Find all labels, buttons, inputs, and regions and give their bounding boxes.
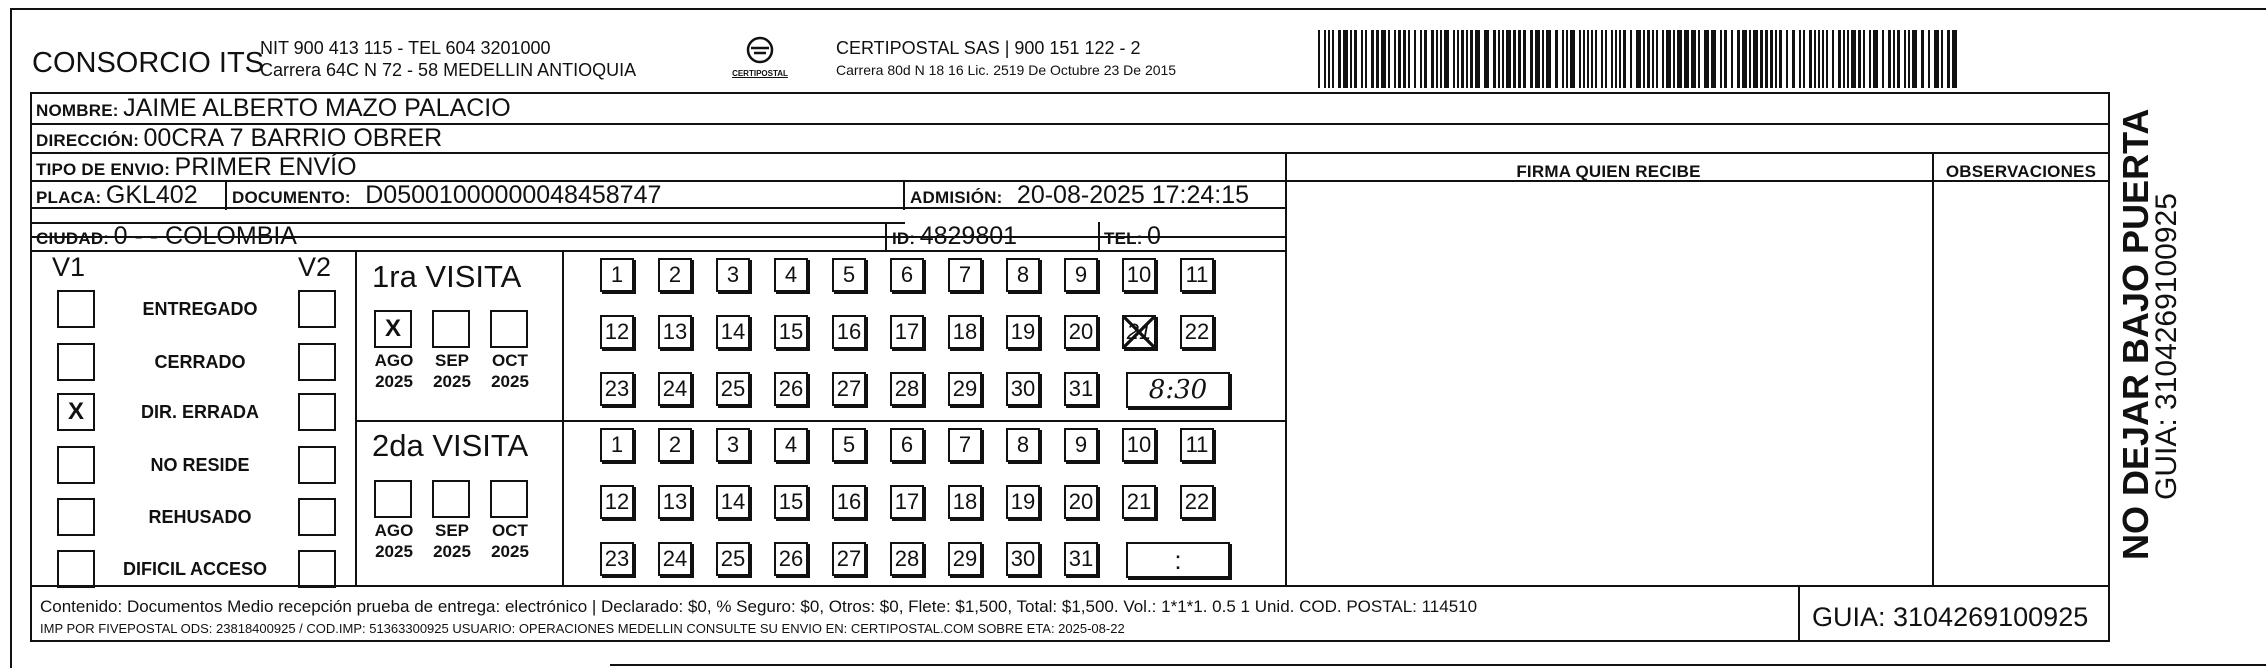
company-line-1: NIT 900 413 115 - TEL 604 3201000	[260, 38, 551, 58]
day-box[interactable]: 30	[1006, 372, 1040, 406]
carrier-line-1: CERTIPOSTAL SAS | 900 151 122 - 2	[836, 38, 1141, 58]
day-box[interactable]: 22	[1180, 485, 1214, 519]
barcode-bar	[1562, 30, 1564, 88]
admision-row	[910, 181, 1249, 210]
barcode-bar	[1928, 30, 1930, 88]
day-box[interactable]: 26	[774, 372, 808, 406]
barcode-bar	[1711, 30, 1716, 88]
month-year: 2025	[375, 542, 413, 561]
month-label	[424, 350, 480, 392]
barcode-bar	[1792, 30, 1795, 88]
tel-value: 0	[1147, 222, 1161, 250]
month-year: 2025	[433, 372, 471, 391]
barcode-bar	[1611, 30, 1613, 88]
day-box[interactable]: 6	[890, 258, 924, 292]
barcode-bar	[1770, 30, 1773, 88]
tel-label: TEL:	[1104, 229, 1143, 248]
admision-value: 20-08-2025 17:24:15	[1016, 181, 1250, 209]
day-box[interactable]: 3	[716, 428, 750, 462]
first-visit-title: 1ra VISITA	[372, 259, 522, 294]
day-box[interactable]: 20	[1064, 485, 1098, 519]
month-checkbox[interactable]: X	[374, 310, 412, 348]
day-box[interactable]: 16	[832, 485, 866, 519]
status-v2-checkbox[interactable]	[298, 446, 336, 484]
day-box[interactable]: 25	[716, 542, 750, 576]
day-box[interactable]: 29	[948, 542, 982, 576]
barcode-bar	[1826, 30, 1828, 88]
barcode-bar	[1338, 30, 1341, 88]
barcode-bar	[1535, 30, 1540, 88]
ciudad-label: CIUDAD:	[36, 229, 110, 248]
barcode-bar	[1843, 30, 1845, 88]
signature-area[interactable]	[1287, 182, 1931, 582]
barcode-bar	[1615, 30, 1617, 88]
month-year: 2025	[491, 542, 529, 561]
barcode-bar	[1775, 30, 1777, 88]
status-v1-checkbox[interactable]	[57, 343, 95, 381]
day-box[interactable]: 12	[600, 315, 634, 349]
barcode-bar	[1652, 30, 1654, 88]
barcode-bar	[1809, 30, 1812, 88]
barcode-bar	[1847, 30, 1849, 88]
barcode-bar	[1684, 30, 1689, 88]
direccion-value: 00CRA 7 BARRIO OBRER	[143, 124, 443, 152]
day-box[interactable]: 1	[600, 428, 634, 462]
time-box[interactable]: 8:30	[1126, 372, 1230, 408]
barcode-bar	[1591, 30, 1593, 88]
month-name: OCT	[492, 351, 528, 370]
barcode-bar	[1506, 30, 1511, 88]
barcode-bar	[1350, 30, 1352, 88]
placa-row	[36, 181, 198, 210]
documento-label: DOCUMENTO:	[232, 188, 351, 207]
day-box[interactable]: 14	[716, 485, 750, 519]
month-label	[482, 520, 538, 562]
day-box[interactable]: 22	[1180, 315, 1214, 349]
day-box[interactable]: 19	[1006, 315, 1040, 349]
day-box[interactable]: 4	[774, 428, 808, 462]
day-box[interactable]: 13	[658, 315, 692, 349]
tel-row	[1104, 222, 1161, 251]
barcode-bar	[1882, 30, 1884, 88]
barcode-bar	[1749, 30, 1751, 88]
ciudad-row	[36, 222, 297, 251]
barcode-bar	[1470, 30, 1473, 88]
top-border	[10, 8, 2266, 10]
barcode-bar	[1394, 30, 1396, 88]
day-box[interactable]: 12	[600, 485, 634, 519]
direccion-row	[36, 124, 442, 153]
day-box[interactable]: 15	[774, 315, 808, 349]
v2-label: V2	[298, 252, 332, 282]
barcode-bar	[1851, 30, 1856, 88]
company-name: CONSORCIO ITS	[32, 47, 265, 79]
barcode-bar	[1523, 30, 1526, 88]
barcode-bar	[1431, 30, 1434, 88]
day-box[interactable]: 10	[1122, 428, 1156, 462]
barcode-bar	[1643, 30, 1645, 88]
tipo-envio-label: TIPO DE ENVIO:	[36, 160, 171, 179]
day-box[interactable]: 26	[774, 542, 808, 576]
day-box[interactable]: 7	[948, 258, 982, 292]
barcode-bar	[1414, 30, 1416, 88]
day-box[interactable]: 19	[1006, 485, 1040, 519]
day-box[interactable]: 17	[890, 485, 924, 519]
status-v2-checkbox[interactable]	[298, 290, 336, 328]
barcode-bar	[1436, 30, 1438, 88]
barcode-bar	[1647, 30, 1650, 88]
placa-label: PLACA:	[36, 188, 102, 207]
barcode-bar	[1398, 30, 1401, 88]
barcode-bar	[1803, 30, 1805, 88]
barcode-bar	[1818, 30, 1820, 88]
month-name: AGO	[374, 351, 414, 370]
barcode-bar	[1365, 30, 1367, 88]
nombre-label: NOMBRE:	[36, 101, 119, 120]
certipostal-logo	[730, 36, 790, 86]
barcode-bar	[1513, 30, 1516, 88]
barcode-bar	[1863, 30, 1865, 88]
barcode-bar	[1666, 30, 1671, 88]
barcode-bar	[1595, 30, 1597, 88]
barcode-bar	[1691, 30, 1696, 88]
barcode-bar	[1720, 30, 1722, 88]
barcode-bar	[1760, 30, 1763, 88]
barcode-bar	[1555, 30, 1558, 88]
month-year: 2025	[375, 372, 413, 391]
barcode-bar	[1786, 30, 1788, 88]
month-label	[366, 350, 422, 392]
barcode-bar	[1354, 30, 1357, 88]
barcode-bar	[1457, 30, 1459, 88]
status-v2-checkbox[interactable]	[298, 498, 336, 536]
barcode-bar	[1897, 30, 1900, 88]
documento-value: D05001000000048458747	[365, 181, 662, 209]
bottom-border	[610, 664, 2266, 666]
day-box[interactable]: 9	[1064, 258, 1098, 292]
documento-row	[232, 181, 661, 210]
month-label	[482, 350, 538, 392]
day-box[interactable]: 18	[948, 315, 982, 349]
month-label	[424, 520, 480, 562]
side-guia: GUIA: 3104269100925	[2150, 193, 2183, 500]
barcode-bar	[1343, 30, 1348, 88]
barcode-bar	[1324, 30, 1326, 88]
barcode-bar	[1453, 30, 1455, 88]
day-box[interactable]: 31	[1064, 542, 1098, 576]
v1-label: V1	[52, 252, 86, 282]
day-box[interactable]: 17	[890, 315, 924, 349]
id-row	[892, 222, 1017, 251]
day-box[interactable]: 18	[948, 485, 982, 519]
status-v1-checkbox[interactable]	[57, 550, 95, 588]
day-box[interactable]: 23	[600, 372, 634, 406]
barcode-bar	[1698, 30, 1700, 88]
barcode-bar	[1779, 30, 1782, 88]
status-label: REHUSADO	[148, 507, 252, 527]
barcode-bar	[1475, 30, 1480, 88]
barcode-bar	[1498, 30, 1500, 88]
barcode-bar	[1869, 30, 1871, 88]
logo-text: CERTIPOSTAL	[732, 69, 788, 78]
barcode-bar	[1466, 30, 1468, 88]
barcode-bar	[1484, 30, 1489, 88]
barcode-bar	[1583, 30, 1585, 88]
barcode-bar	[1408, 30, 1410, 88]
barcode-bar	[1832, 30, 1834, 88]
barcode-bar	[1388, 30, 1390, 88]
barcode	[1318, 30, 1958, 88]
barcode-bar	[1587, 30, 1589, 88]
firma-label: FIRMA QUIEN RECIBE	[1516, 162, 1701, 181]
barcode-bar	[1765, 30, 1768, 88]
barcode-bar	[1737, 30, 1740, 88]
nombre-value: JAIME ALBERTO MAZO PALACIO	[123, 94, 511, 122]
barcode-bar	[1799, 30, 1801, 88]
day-box[interactable]: 28	[890, 372, 924, 406]
barcode-bar	[1704, 30, 1709, 88]
footer-guia: GUIA: 3104269100925	[1812, 602, 2089, 632]
barcode-bar	[1546, 30, 1551, 88]
barcode-bar	[1656, 30, 1658, 88]
day-box[interactable]: 11	[1180, 258, 1214, 292]
barcode-bar	[1376, 30, 1379, 88]
barcode-bar	[1420, 30, 1422, 88]
tipo-envio-value: PRIMER ENVÍO	[174, 153, 357, 181]
day-box[interactable]: 1	[600, 258, 634, 292]
barcode-bar	[1605, 30, 1607, 88]
barcode-bar	[1814, 30, 1816, 88]
barcode-bar	[1630, 30, 1632, 88]
side-notice: NO DEJAR BAJO PUERTA	[2115, 108, 2156, 560]
barcode-bar	[1724, 30, 1727, 88]
month-name: AGO	[374, 521, 414, 540]
month-checkbox[interactable]	[432, 480, 470, 518]
status-label: DIFICIL ACCESO	[122, 559, 267, 579]
status-v2-checkbox[interactable]	[298, 393, 336, 431]
barcode-bar	[1361, 30, 1363, 88]
day-box[interactable]: 21	[1122, 485, 1156, 519]
second-visit-title: 2da VISITA	[372, 428, 529, 463]
month-name: SEP	[434, 521, 470, 540]
day-box[interactable]: 5	[832, 428, 866, 462]
barcode-bar	[1742, 30, 1747, 88]
day-box[interactable]: 2	[658, 258, 692, 292]
day-box[interactable]: 24	[658, 372, 692, 406]
status-label: ENTREGADO	[142, 299, 258, 319]
day-box[interactable]: 8	[1006, 258, 1040, 292]
barcode-bar	[1677, 30, 1682, 88]
day-box[interactable]: 3	[716, 258, 750, 292]
barcode-bar	[1381, 30, 1386, 88]
id-value: 4829801	[919, 222, 1018, 250]
tipo-envio-row	[36, 153, 357, 182]
observaciones-label: OBSERVACIONES	[1945, 162, 2097, 181]
placa-value: GKL402	[105, 181, 198, 209]
status-label: NO RESIDE	[150, 455, 250, 475]
day-box[interactable]: 14	[716, 315, 750, 349]
id-label: ID:	[892, 229, 916, 248]
status-v1-checkbox[interactable]	[57, 446, 95, 484]
barcode-bar	[1424, 30, 1427, 88]
company-line-2: Carrera 64C N 72 - 58 MEDELLIN ANTIOQUIA	[260, 60, 637, 80]
barcode-bar	[1838, 30, 1841, 88]
barcode-bar	[1888, 30, 1891, 88]
day-box[interactable]: 15	[774, 485, 808, 519]
day-box[interactable]: 11	[1180, 428, 1214, 462]
barcode-bar	[1461, 30, 1464, 88]
barcode-bar	[1947, 30, 1950, 88]
month-year: 2025	[491, 372, 529, 391]
left-border	[10, 8, 12, 668]
barcode-bar	[1518, 30, 1521, 88]
barcode-bar	[1636, 30, 1641, 88]
barcode-bar	[1941, 30, 1943, 88]
day-box[interactable]: 30	[1006, 542, 1040, 576]
status-v1-checkbox[interactable]: X	[57, 393, 95, 431]
month-checkbox[interactable]	[490, 480, 528, 518]
barcode-bar	[1619, 30, 1621, 88]
barcode-bar	[1673, 30, 1675, 88]
barcode-bar	[1579, 30, 1581, 88]
day-box[interactable]: 8	[1006, 428, 1040, 462]
barcode-bar	[1822, 30, 1824, 88]
ciudad-value: 0 - - COLOMBIA	[113, 222, 297, 250]
barcode-bar	[1623, 30, 1626, 88]
barcode-bar	[1873, 30, 1878, 88]
barcode-bar	[1493, 30, 1496, 88]
barcode-bar	[1921, 30, 1924, 88]
barcode-bar	[1908, 30, 1910, 88]
nombre-row	[36, 94, 511, 123]
barcode-bar	[1502, 30, 1504, 88]
barcode-bar	[1912, 30, 1917, 88]
day-box[interactable]: 27	[832, 542, 866, 576]
day-box[interactable]: 4	[774, 258, 808, 292]
day-box[interactable]: 20	[1064, 315, 1098, 349]
day-box[interactable]: 29	[948, 372, 982, 406]
footer-contenido: Contenido: Documentos Medio recepción prueba de entrega: electrónico | Declarado: $0, % Seguro: $0, Otros: $0, Flete: $1,500, Total: $1,500. Vol.: 1*1*1. 0.5 1 Unid. COD. POSTAL: 114510	[40, 597, 1478, 616]
day-box[interactable]: 16	[832, 315, 866, 349]
barcode-bar	[1601, 30, 1603, 88]
day-box[interactable]: 10	[1122, 258, 1156, 292]
barcode-bar	[1318, 30, 1320, 88]
barcode-bar	[1893, 30, 1895, 88]
status-v1-checkbox[interactable]	[57, 290, 95, 328]
barcode-bar	[1566, 30, 1568, 88]
barcode-bar	[1542, 30, 1544, 88]
footer-imp: IMP POR FIVEPOSTAL ODS: 23818400925 / COD.IMP: 51363300925 USUARIO: OPERACIONES MEDELLIN CONSULTE SU ENVIO EN: CERTIPOSTAL.COM SOBRE ETA: 2025-08-22	[40, 621, 1125, 636]
barcode-bar	[1371, 30, 1374, 88]
day-box[interactable]: 6	[890, 428, 924, 462]
barcode-bar	[1440, 30, 1442, 88]
day-box[interactable]: 2	[658, 428, 692, 462]
barcode-bar	[1662, 30, 1664, 88]
status-label: DIR. ERRADA	[140, 402, 259, 422]
month-name: SEP	[434, 351, 470, 370]
status-label: CERRADO	[154, 352, 246, 372]
day-box[interactable]: 21	[1122, 315, 1156, 349]
barcode-bar	[1731, 30, 1733, 88]
month-checkbox[interactable]	[490, 310, 528, 348]
barcode-bar	[1904, 30, 1906, 88]
carrier-line-2: Carrera 80d N 18 16 Lic. 2519 De Octubre 23 De 2015	[836, 62, 1177, 78]
barcode-bar	[1328, 30, 1330, 88]
day-box[interactable]: 23	[600, 542, 634, 576]
day-box[interactable]: 9	[1064, 428, 1098, 462]
barcode-bar	[1858, 30, 1861, 88]
barcode-bar	[1530, 30, 1533, 88]
day-box[interactable]: 27	[832, 372, 866, 406]
barcode-bar	[1753, 30, 1758, 88]
status-v1-checkbox[interactable]	[57, 498, 95, 536]
month-label	[366, 520, 422, 562]
month-name: OCT	[492, 521, 528, 540]
observaciones-area[interactable]	[1934, 182, 2109, 582]
day-box[interactable]: 5	[832, 258, 866, 292]
status-v2-checkbox[interactable]	[298, 343, 336, 381]
day-box[interactable]: 28	[890, 542, 924, 576]
day-box[interactable]: 13	[658, 485, 692, 519]
month-checkbox[interactable]	[432, 310, 470, 348]
barcode-bar	[1444, 30, 1449, 88]
month-year: 2025	[433, 542, 471, 561]
day-box[interactable]: 31	[1064, 372, 1098, 406]
day-box[interactable]: 24	[658, 542, 692, 576]
barcode-bar	[1934, 30, 1939, 88]
day-box[interactable]: 7	[948, 428, 982, 462]
time-box[interactable]: :	[1126, 542, 1230, 578]
status-v2-checkbox[interactable]	[298, 550, 336, 588]
barcode-bar	[1570, 30, 1575, 88]
barcode-bar	[1332, 30, 1334, 88]
admision-label: ADMISIÓN:	[910, 188, 1003, 207]
barcode-bar	[1403, 30, 1406, 88]
barcode-bar	[1952, 30, 1957, 88]
logo-icon	[742, 36, 778, 66]
month-checkbox[interactable]	[374, 480, 412, 518]
direccion-label: DIRECCIÓN:	[36, 131, 140, 150]
day-box[interactable]: 25	[716, 372, 750, 406]
